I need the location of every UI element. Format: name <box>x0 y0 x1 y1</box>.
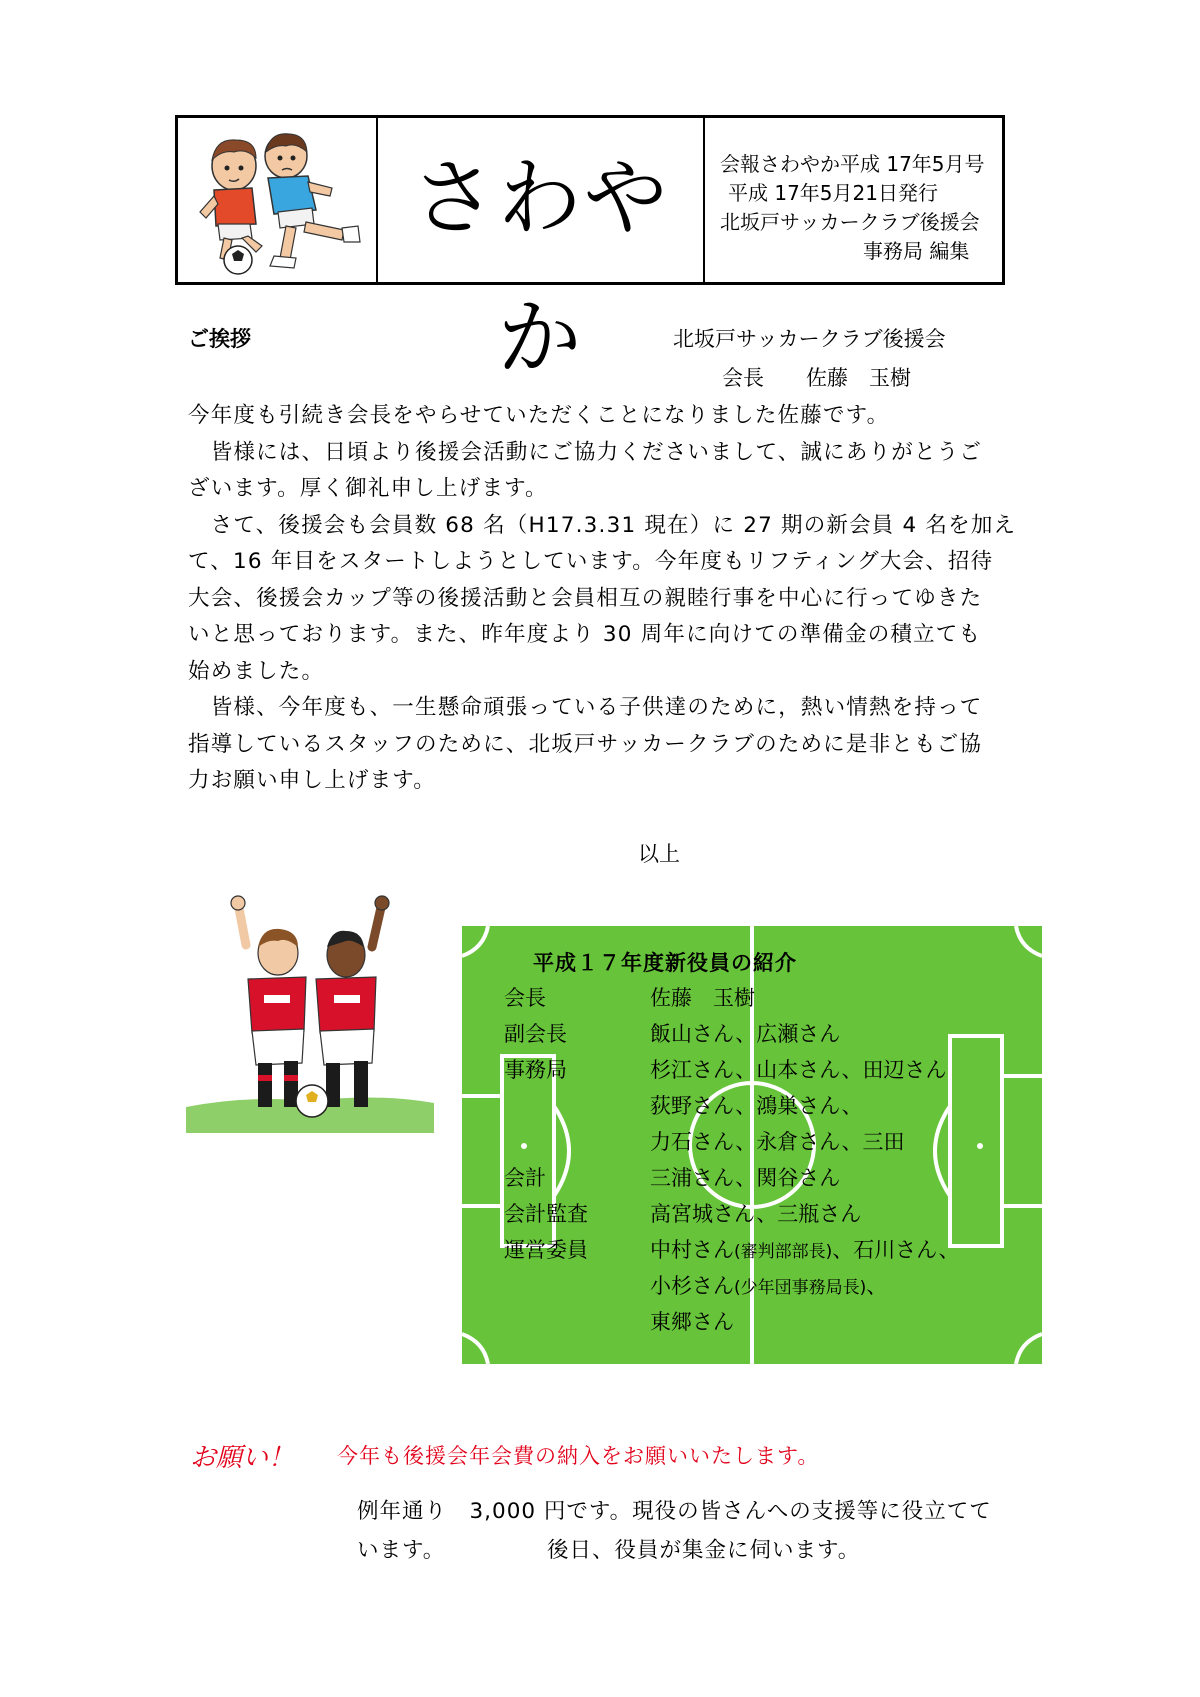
officer-role: 事務局 <box>504 1058 567 1082</box>
officer-name-suffix: 、石川さん、 <box>832 1238 960 1262</box>
request-detail-line: います。 後日、役員が集金に伺います。 <box>357 1538 861 1563</box>
officer-name: 飯山さん、広瀬さん <box>650 1022 841 1046</box>
officer-name: 力石さん、永倉さん、三田 <box>650 1130 905 1154</box>
request-detail <box>357 1492 992 1570</box>
body-line: いと思っております。また、昨年度より 30 周年に向けての準備金の積立ても <box>188 622 982 647</box>
officer-role: 会長 <box>504 986 546 1010</box>
editor-line: 事務局 編集 <box>863 239 970 263</box>
issue-info <box>708 150 1003 266</box>
body-line: 皆様、今年度も、一生懸命頑張っている子供達のために，熱い情熱を持って <box>188 695 983 720</box>
officer-name: 三浦さん、関谷さん <box>650 1166 841 1190</box>
officer-name: 杉江さん、山本さん、田辺さん <box>650 1058 947 1082</box>
closing-word: 以上 <box>638 842 680 866</box>
officer-name: 高宮城さん、三瓶さん <box>650 1202 862 1226</box>
body-line: 始めました。 <box>188 658 325 684</box>
officer-name: 荻野さん、鴻巣さん、 <box>650 1094 863 1118</box>
kids-playing-soccer-illustration <box>186 126 371 276</box>
request-label: お願い！ <box>190 1443 295 1473</box>
publisher-line: 北坂戸サッカークラブ後援会 <box>720 210 980 234</box>
body-line: ざいます。厚く御礼申し上げます。 <box>188 476 548 501</box>
officer-name-with-note <box>650 1234 960 1264</box>
body-line: 皆様には、日頃より後援会活動にご協力くださいまして、誠にありがとうご <box>188 439 983 465</box>
officer-note: (審判部部長) <box>734 1242 833 1262</box>
officer-note: (少年団事務局長) <box>734 1278 867 1298</box>
officer-role: 会計 <box>504 1166 546 1190</box>
greeting-organization: 北坂戸サッカークラブ後援会 <box>673 327 946 351</box>
cheering-players-illustration <box>186 895 434 1133</box>
greeting-body <box>188 398 1034 800</box>
greeting-title: ご挨拶 <box>188 327 251 351</box>
greeting-chair: 会長 佐藤 玉樹 <box>722 366 911 390</box>
body-line: 今年度も引続き会長をやらせていただくことになりました佐藤です。 <box>188 403 890 428</box>
request-detail-line: 例年通り 3,000 円です。現役の皆さんへの支援等に役立てて <box>357 1499 992 1524</box>
officer-name-with-note <box>650 1270 887 1300</box>
header-divider <box>703 118 705 282</box>
officer-role: 副会長 <box>504 1022 567 1046</box>
body-line: 力お願い申し上げます。 <box>188 768 436 793</box>
body-line: 指導しているスタッフのために、北坂戸サッカークラブのために是非ともご協 <box>188 731 983 757</box>
issue-date-line: 平成 17年5月21日発行 <box>728 181 938 205</box>
body-line: て、16 年目をスタートしようとしています。今年度もリフティング大会、招待 <box>188 549 994 574</box>
officer-name: 小杉さん <box>650 1274 734 1298</box>
issue-line: 会報さわやか平成 17年5月号 <box>720 152 985 176</box>
officer-role: 運営委員 <box>504 1238 588 1262</box>
officers-title: 平成１７年度新役員の紹介 <box>533 951 797 975</box>
officer-name-suffix: 、 <box>866 1274 888 1298</box>
officer-name: 中村さん <box>650 1238 734 1262</box>
newsletter-logo-title: さわやか <box>411 149 670 387</box>
body-line: さて、後援会も会員数 68 名（H17.3.31 現在）に 27 期の新会員 4 名を加え <box>188 512 1017 538</box>
body-line: 大会、後援会カップ等の後援活動と会員相互の親睦行事を中心に行ってゆきた <box>188 585 983 611</box>
officer-role: 会計監査 <box>504 1202 588 1226</box>
officer-name: 東郷さん <box>650 1310 734 1334</box>
request-main: 今年も後援会年会費の納入をお願いいたします。 <box>337 1444 820 1468</box>
officer-name: 佐藤 玉樹 <box>650 986 755 1010</box>
